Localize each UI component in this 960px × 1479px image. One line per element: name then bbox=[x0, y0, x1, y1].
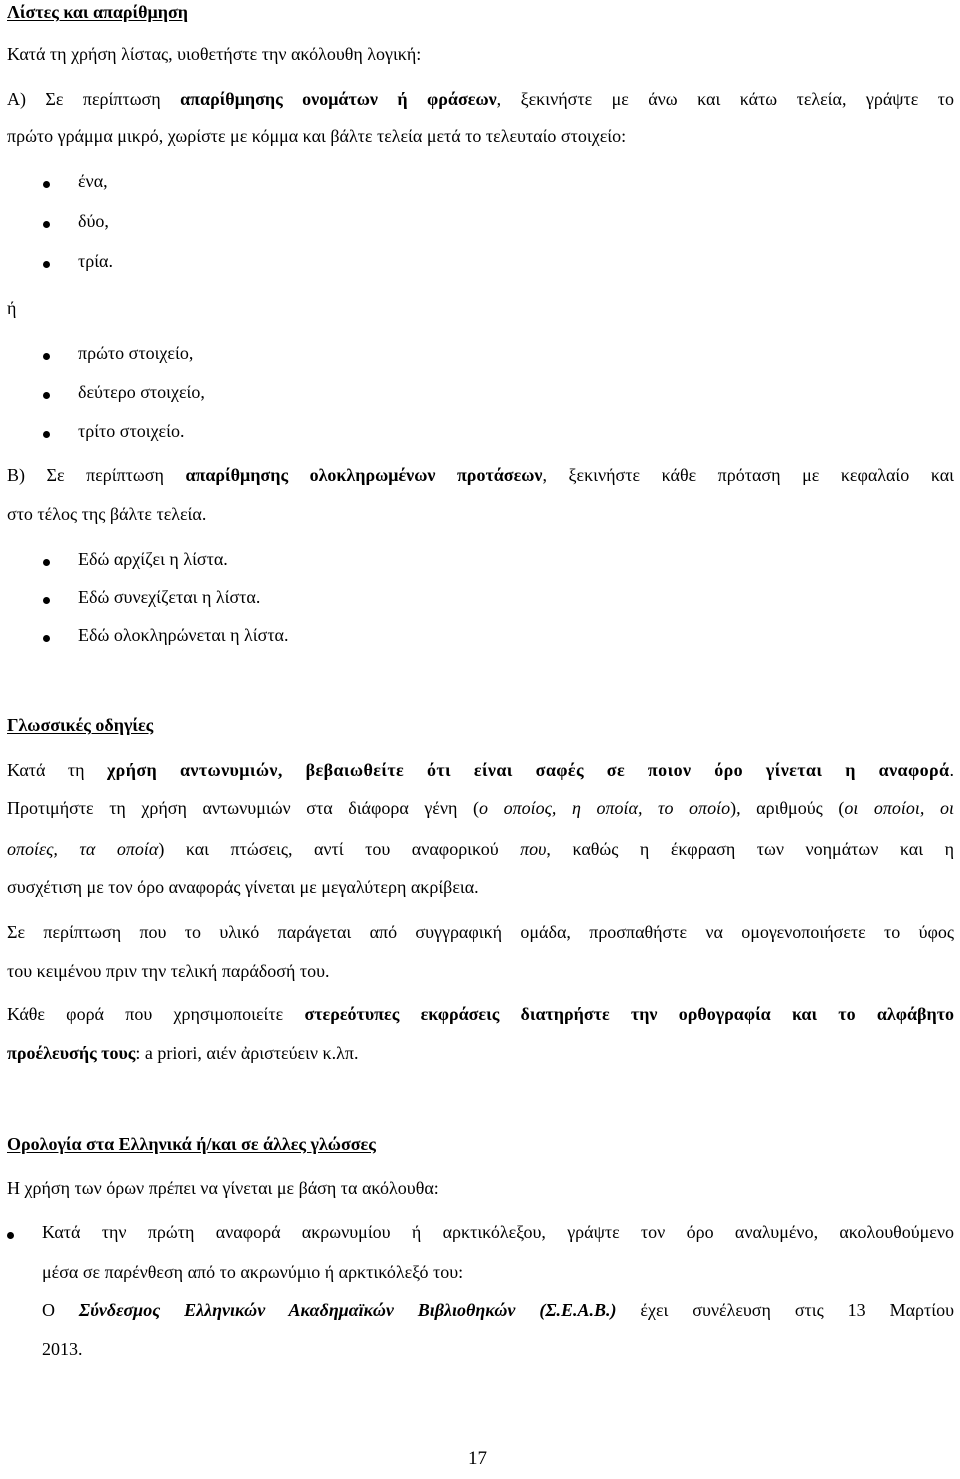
language-para1-line-3 bbox=[7, 839, 954, 860]
rule-a-text-2: , ξεκινήστε με άνω και κάτω τελεία, γράψτε το bbox=[496, 89, 954, 109]
bullet-icon bbox=[43, 431, 50, 438]
para1-text: , καθώς η έκφραση των νοημάτων και η bbox=[546, 839, 954, 859]
bullet-icon bbox=[7, 1232, 14, 1239]
list-item: Εδώ αρχίζει η λίστα. bbox=[78, 549, 228, 569]
terminology-intro: Η χρήση των όρων πρέπει να γίνεται με βάση τα ακόλουθα: bbox=[7, 1178, 439, 1198]
example-bold-italic: Σύνδεσμος Ελληνικών Ακαδημαϊκών Βιβλιοθηκών (Σ.Ε.Α.Β.) bbox=[78, 1300, 617, 1320]
rule-b-text: Β) Σε περίπτωση bbox=[7, 465, 186, 485]
bullet-icon bbox=[43, 635, 50, 642]
para1-italic: που bbox=[520, 839, 547, 859]
lists-intro: Κατά τη χρήση λίστας, υιοθετήστε την ακόλουθη λογική: bbox=[7, 44, 422, 64]
list-item: Εδώ ολοκληρώνεται η λίστα. bbox=[78, 625, 289, 645]
or-label: ή bbox=[7, 298, 17, 318]
terminology-example-line-2: 2013. bbox=[42, 1339, 83, 1359]
rule-b-line-2: στο τέλος της βάλτε τελεία. bbox=[7, 504, 207, 524]
rule-a-text: Α) Σε περίπτωση bbox=[7, 89, 181, 109]
rule-a-line-1 bbox=[7, 89, 954, 110]
page-number: 17 bbox=[468, 1448, 487, 1469]
rule-a-bold: απαρίθμησης ονομάτων ή φράσεων bbox=[180, 89, 497, 109]
list-item: πρώτο στοιχείο, bbox=[78, 343, 194, 363]
list-item: τρία. bbox=[78, 251, 113, 271]
language-para2-line-1: Σε περίπτωση που το υλικό παράγεται από συγγραφική ομάδα, προσπαθήστε να ομογενοποιήσετε το ύφος bbox=[7, 922, 954, 942]
para1-text-end: . bbox=[949, 760, 954, 780]
list-item: δύο, bbox=[78, 211, 109, 231]
bullet-icon bbox=[43, 353, 50, 360]
language-para3-line-2 bbox=[7, 1043, 358, 1064]
para1-text: Κατά τη bbox=[7, 760, 107, 780]
list-item: Εδώ συνεχίζεται η λίστα. bbox=[78, 587, 261, 607]
para1-italic: ο οποίος, η οποία, το οποίο bbox=[479, 798, 731, 818]
list-item: ένα, bbox=[78, 171, 108, 191]
terminology-bullet-line-2: μέσα σε παρένθεση από το ακρωνύμιο ή αρκτικόλεξό του: bbox=[42, 1262, 464, 1282]
section-heading-language: Γλωσσικές οδηγίες bbox=[7, 715, 154, 735]
example-text: Ο bbox=[42, 1300, 79, 1320]
para1-text: ), αριθμούς ( bbox=[730, 798, 845, 818]
section-heading-terminology: Ορολογία στα Ελληνικά ή/και σε άλλες γλώσσες bbox=[7, 1134, 376, 1154]
language-para3-line-1 bbox=[7, 1004, 954, 1025]
para3-bold: στερεότυπες εκφράσεις διατηρήστε την ορθογραφία και το αλφάβητο bbox=[304, 1004, 955, 1024]
para1-text: ) και πτώσεις, αντί του αναφορικού bbox=[158, 839, 521, 859]
bullet-icon bbox=[43, 559, 50, 566]
para3-text: Κάθε φορά που χρησιμοποιείτε bbox=[7, 1004, 305, 1024]
para1-italic: οποίες, τα οποία bbox=[7, 839, 159, 859]
bullet-icon bbox=[43, 392, 50, 399]
bullet-icon bbox=[43, 221, 50, 228]
rule-b-bold: απαρίθμησης ολοκληρωμένων προτάσεων bbox=[185, 465, 543, 485]
para3-bold: προέλευσής τους bbox=[7, 1043, 136, 1063]
rule-a-line-2: πρώτο γράμμα μικρό, χωρίστε με κόμμα και βάλτε τελεία μετά το τελευταίο στοιχείο: bbox=[7, 126, 627, 146]
para1-bold: χρήση αντωνυμιών, βεβαιωθείτε ότι είναι σαφές σε ποιον όρο γίνεται η αναφορά bbox=[106, 760, 950, 780]
list-item: τρίτο στοιχείο. bbox=[78, 421, 185, 441]
section-heading-lists: Λίστες και απαρίθμηση bbox=[7, 2, 188, 22]
language-para1-line-1 bbox=[7, 760, 954, 781]
rule-b-text-2: , ξεκινήστε κάθε πρόταση με κεφαλαίο και bbox=[542, 465, 955, 485]
rule-b-line-1 bbox=[7, 465, 954, 486]
para3-text: : a priori, αιέν ἀριστεύειν κ.λπ. bbox=[135, 1043, 359, 1063]
example-text: έχει συνέλευση στις 13 Μαρτίου bbox=[616, 1300, 954, 1320]
list-item: δεύτερο στοιχείο, bbox=[78, 382, 205, 402]
bullet-icon bbox=[43, 181, 50, 188]
para1-text: Προτιμήστε τη χρήση αντωνυμιών στα διάφορα γένη ( bbox=[7, 798, 479, 818]
bullet-icon bbox=[43, 261, 50, 268]
para1-italic: οι οποίοι, οι bbox=[844, 798, 954, 818]
terminology-bullet-line-1: Κατά την πρώτη αναφορά ακρωνυμίου ή αρκτικόλεξου, γράψτε τον όρο αναλυμένο, ακολουθούμενο bbox=[42, 1222, 954, 1242]
language-para1-line-4: συσχέτιση με τον όρο αναφοράς γίνεται με μεγαλύτερη ακρίβεια. bbox=[7, 877, 479, 897]
bullet-icon bbox=[43, 597, 50, 604]
terminology-example-line-1 bbox=[42, 1300, 954, 1321]
language-para2-line-2: του κειμένου πριν την τελική παράδοσή του. bbox=[7, 961, 330, 981]
language-para1-line-2 bbox=[7, 798, 954, 819]
